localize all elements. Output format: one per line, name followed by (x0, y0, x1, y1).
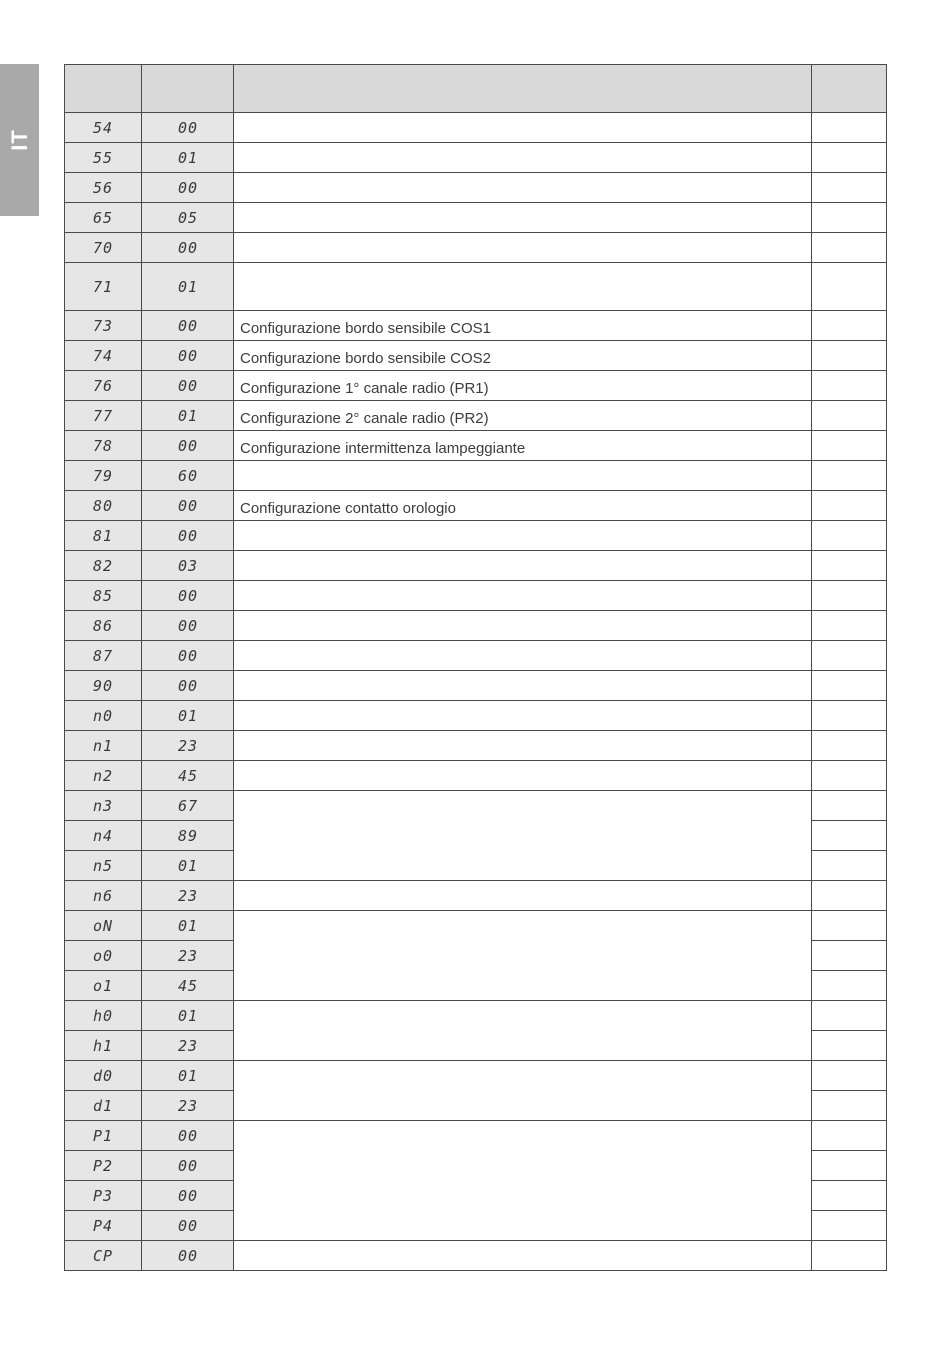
param-value: 23 (142, 731, 234, 761)
param-extra (812, 1211, 887, 1241)
param-description: Configurazione contatto orologio (234, 491, 812, 521)
param-code: 90 (65, 671, 142, 701)
param-code: oN (65, 911, 142, 941)
table-row (65, 881, 887, 911)
param-value: 01 (142, 851, 234, 881)
param-code: n0 (65, 701, 142, 731)
param-extra (812, 113, 887, 143)
table-row (65, 1001, 887, 1031)
param-extra (812, 401, 887, 431)
param-code: n2 (65, 761, 142, 791)
header-cell-extra (812, 65, 887, 113)
param-extra (812, 143, 887, 173)
table-row (65, 263, 887, 311)
param-extra (812, 821, 887, 851)
param-description (234, 881, 812, 911)
param-code: 80 (65, 491, 142, 521)
param-code: 54 (65, 113, 142, 143)
table-row (65, 143, 887, 173)
param-description (234, 203, 812, 233)
param-value: 00 (142, 491, 234, 521)
param-value: 89 (142, 821, 234, 851)
table-row (65, 233, 887, 263)
param-description: Configurazione bordo sensibile COS1 (234, 311, 812, 341)
param-extra (812, 701, 887, 731)
param-extra (812, 431, 887, 461)
param-code: n1 (65, 731, 142, 761)
table-row (65, 401, 887, 431)
table-row (65, 113, 887, 143)
param-value: 01 (142, 1001, 234, 1031)
param-extra (812, 173, 887, 203)
param-value: 01 (142, 143, 234, 173)
param-extra (812, 641, 887, 671)
param-value: 01 (142, 701, 234, 731)
param-value: 00 (142, 1181, 234, 1211)
param-value: 00 (142, 113, 234, 143)
param-extra (812, 941, 887, 971)
param-value: 23 (142, 881, 234, 911)
param-extra (812, 671, 887, 701)
param-value: 00 (142, 233, 234, 263)
param-code: 82 (65, 551, 142, 581)
param-value: 00 (142, 521, 234, 551)
param-description (234, 791, 812, 881)
param-description: Configurazione 2° canale radio (PR2) (234, 401, 812, 431)
param-extra (812, 761, 887, 791)
param-code: h0 (65, 1001, 142, 1031)
param-value: 00 (142, 1241, 234, 1271)
param-extra (812, 1001, 887, 1031)
param-value: 00 (142, 581, 234, 611)
param-extra (812, 521, 887, 551)
param-extra (812, 461, 887, 491)
table-row (65, 911, 887, 941)
param-description (234, 731, 812, 761)
param-code: 87 (65, 641, 142, 671)
param-code: 56 (65, 173, 142, 203)
param-code: 78 (65, 431, 142, 461)
param-description (234, 143, 812, 173)
table-row (65, 611, 887, 641)
param-code: o1 (65, 971, 142, 1001)
table-row (65, 1241, 887, 1271)
param-extra (812, 971, 887, 1001)
table-row (65, 173, 887, 203)
param-extra (812, 581, 887, 611)
param-code: o0 (65, 941, 142, 971)
param-extra (812, 851, 887, 881)
param-value: 23 (142, 1091, 234, 1121)
table-row (65, 491, 887, 521)
param-description (234, 911, 812, 1001)
table-row (65, 791, 887, 821)
param-extra (812, 233, 887, 263)
param-description (234, 1061, 812, 1121)
param-value: 00 (142, 1211, 234, 1241)
param-value: 45 (142, 971, 234, 1001)
table-row (65, 461, 887, 491)
param-description (234, 701, 812, 731)
table-row (65, 431, 887, 461)
param-description (234, 233, 812, 263)
param-description (234, 761, 812, 791)
param-value: 01 (142, 1061, 234, 1091)
param-description (234, 581, 812, 611)
param-code: 79 (65, 461, 142, 491)
param-value: 00 (142, 1151, 234, 1181)
table-row (65, 1061, 887, 1091)
param-code: d0 (65, 1061, 142, 1091)
param-extra (812, 1091, 887, 1121)
param-value: 00 (142, 611, 234, 641)
param-code: 74 (65, 341, 142, 371)
param-code: h1 (65, 1031, 142, 1061)
table-row (65, 311, 887, 341)
param-code: 76 (65, 371, 142, 401)
param-extra (812, 791, 887, 821)
param-value: 00 (142, 1121, 234, 1151)
param-description: Configurazione bordo sensibile COS2 (234, 341, 812, 371)
header-cell-value (142, 65, 234, 113)
header-cell-code (65, 65, 142, 113)
param-description (234, 1241, 812, 1271)
param-extra (812, 203, 887, 233)
param-description (234, 671, 812, 701)
param-code: P2 (65, 1151, 142, 1181)
param-extra (812, 1061, 887, 1091)
language-tab-label: IT (6, 129, 32, 151)
param-extra (812, 911, 887, 941)
param-extra (812, 1121, 887, 1151)
table-row (65, 203, 887, 233)
param-extra (812, 1151, 887, 1181)
param-extra (812, 611, 887, 641)
param-value: 05 (142, 203, 234, 233)
table-row (65, 731, 887, 761)
param-description (234, 113, 812, 143)
param-extra (812, 1181, 887, 1211)
param-code: n5 (65, 851, 142, 881)
param-value: 45 (142, 761, 234, 791)
table-row (65, 641, 887, 671)
param-extra (812, 1031, 887, 1061)
param-value: 23 (142, 1031, 234, 1061)
param-description (234, 611, 812, 641)
table-row (65, 701, 887, 731)
param-code: 71 (65, 263, 142, 311)
param-code: n6 (65, 881, 142, 911)
param-description (234, 551, 812, 581)
param-code: d1 (65, 1091, 142, 1121)
param-value: 67 (142, 791, 234, 821)
param-value: 00 (142, 371, 234, 401)
param-code: P4 (65, 1211, 142, 1241)
table-row (65, 551, 887, 581)
param-extra (812, 311, 887, 341)
language-tab (0, 64, 39, 216)
param-extra (812, 551, 887, 581)
param-code: 73 (65, 311, 142, 341)
parameters-table (64, 64, 887, 1271)
param-description: Configurazione intermittenza lampeggiante (234, 431, 812, 461)
param-code: CP (65, 1241, 142, 1271)
param-value: 00 (142, 671, 234, 701)
param-extra (812, 371, 887, 401)
param-extra (812, 881, 887, 911)
table-row (65, 671, 887, 701)
param-code: P1 (65, 1121, 142, 1151)
param-description (234, 1121, 812, 1241)
param-code: 85 (65, 581, 142, 611)
param-extra (812, 1241, 887, 1271)
param-value: 00 (142, 173, 234, 203)
param-value: 01 (142, 263, 234, 311)
param-value: 00 (142, 641, 234, 671)
param-value: 00 (142, 311, 234, 341)
param-value: 01 (142, 401, 234, 431)
table-row (65, 521, 887, 551)
param-value: 23 (142, 941, 234, 971)
param-extra (812, 341, 887, 371)
param-description (234, 641, 812, 671)
table-row (65, 1121, 887, 1151)
param-description (234, 521, 812, 551)
param-code: 77 (65, 401, 142, 431)
param-description: Configurazione 1° canale radio (PR1) (234, 371, 812, 401)
param-value: 60 (142, 461, 234, 491)
param-code: n3 (65, 791, 142, 821)
param-extra (812, 731, 887, 761)
param-description (234, 173, 812, 203)
table-row (65, 371, 887, 401)
param-extra (812, 491, 887, 521)
param-value: 00 (142, 341, 234, 371)
param-code: 65 (65, 203, 142, 233)
param-code: 55 (65, 143, 142, 173)
header-cell-description (234, 65, 812, 113)
table-header-row (65, 65, 887, 113)
param-code: 70 (65, 233, 142, 263)
param-value: 00 (142, 431, 234, 461)
param-code: 81 (65, 521, 142, 551)
param-extra (812, 263, 887, 311)
param-description (234, 263, 812, 311)
table-row (65, 761, 887, 791)
param-code: 86 (65, 611, 142, 641)
param-code: P3 (65, 1181, 142, 1211)
table-row (65, 341, 887, 371)
table-row (65, 581, 887, 611)
param-value: 03 (142, 551, 234, 581)
param-description (234, 461, 812, 491)
param-value: 01 (142, 911, 234, 941)
param-description (234, 1001, 812, 1061)
param-code: n4 (65, 821, 142, 851)
